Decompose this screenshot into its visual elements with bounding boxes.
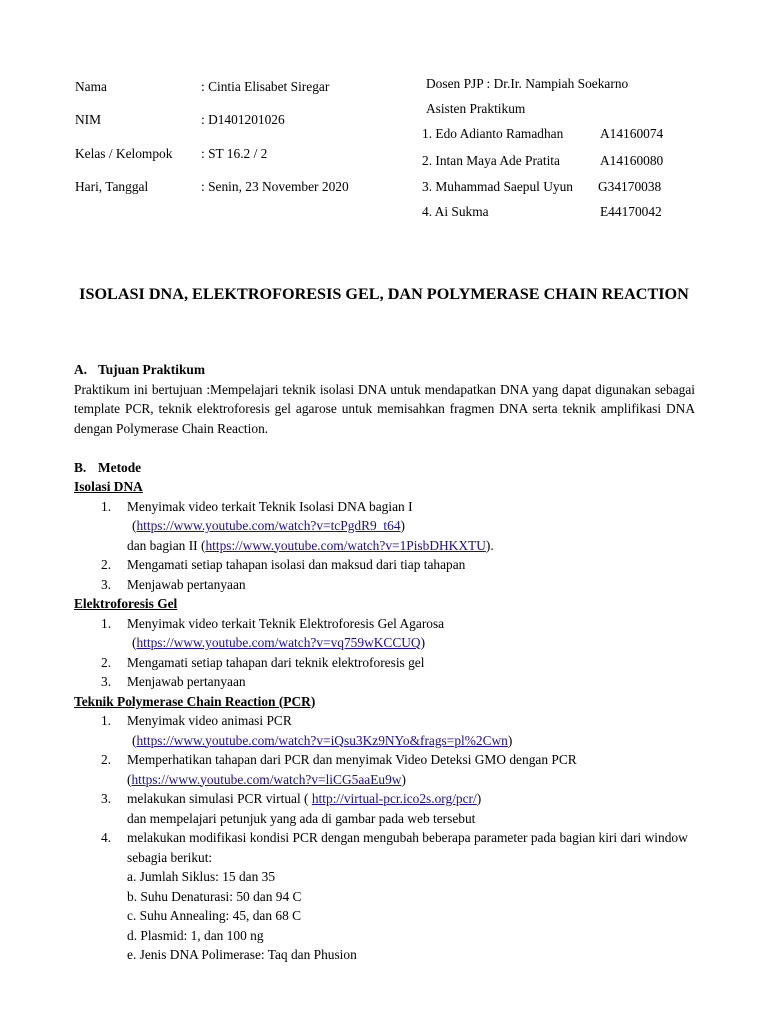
subsection-isolasi-title: Isolasi DNA	[74, 479, 143, 494]
label-hari: Hari, Tanggal	[75, 179, 149, 194]
pcr-param: c. Suhu Annealing: 45, dan 68 C	[127, 908, 302, 923]
spacer	[74, 438, 695, 458]
list-number: 4.	[101, 830, 112, 845]
list-item	[74, 653, 695, 673]
list-number: 1.	[101, 713, 112, 728]
step-text: Memperhatikan tahapan dari PCR dan menyimak Video Deteksi GMO dengan PCR	[127, 752, 577, 767]
list-item	[74, 750, 695, 789]
pcr-steps	[74, 711, 695, 965]
document-body	[74, 360, 695, 965]
step-text: Menyimak video animasi PCR	[127, 713, 292, 728]
list-item	[74, 614, 695, 653]
list-number: 1.	[101, 615, 112, 631]
list-number: 3.	[101, 576, 112, 592]
assistant-name: 1. Edo Adianto Ramadhan	[422, 126, 564, 141]
label-nim: NIM	[75, 112, 102, 127]
pcr-param: d. Plasmid: 1, dan 100 ng	[127, 927, 264, 943]
list-item	[74, 555, 695, 575]
list-item	[74, 789, 695, 828]
step-text: Menjawab pertanyaan	[127, 576, 246, 592]
section-a-heading	[74, 360, 695, 380]
step-text: ).	[485, 537, 494, 553]
list-item	[74, 828, 695, 965]
list-item	[74, 711, 695, 750]
assistant-name: 2. Intan Maya Ade Pratita	[422, 153, 560, 168]
list-number: 2.	[101, 654, 112, 670]
subsection-pcr-title: Teknik Polymerase Chain Reaction (PCR)	[74, 693, 316, 709]
assistant-code: G34170038	[598, 179, 662, 194]
step-text: melakukan modifikasi kondisi PCR dengan mengubah beberapa parameter pada bagian kiri dari window sebagia berikut:	[127, 830, 688, 865]
assistant-code: E44170042	[600, 204, 662, 219]
section-b-title: Metode	[98, 459, 142, 475]
dosen-pjp: Dosen PJP : Dr.Ir. Nampiah Soekarno	[426, 76, 629, 91]
step-text: Menyimak video terkait Teknik Elektroforesis Gel Agarosa	[127, 615, 445, 631]
list-number: 2.	[101, 557, 112, 572]
step-link-line: (https://www.youtube.com/watch?v=vq759wKCCUQ)	[132, 635, 426, 650]
section-a-title: Tujuan Praktikum	[98, 362, 206, 377]
value-hari: : Senin, 23 November 2020	[201, 179, 349, 194]
assistant-code: A14160074	[600, 126, 664, 141]
youtube-link-isolasi-1[interactable]: https://www.youtube.com/watch?v=tcPgdR9_t64	[136, 518, 401, 533]
step-link-line: (https://www.youtube.com/watch?v=liCG5aaEu9w)	[127, 771, 406, 787]
step-text: Mengamati setiap tahapan dari teknik elektroforesis gel	[127, 654, 425, 670]
isolasi-steps	[74, 497, 695, 595]
asisten-heading: Asisten Praktikum	[426, 101, 526, 116]
pcr-param: a. Jumlah Siklus: 15 dan 35	[127, 869, 276, 884]
value-nim: : D1401201026	[201, 112, 285, 127]
elektroforesis-steps	[74, 614, 695, 692]
virtual-pcr-link[interactable]: http://virtual-pcr.ico2s.org/pcr/	[311, 791, 477, 806]
subsection-elektroforesis-title: Elektroforesis Gel	[74, 596, 178, 611]
list-number: 2.	[101, 752, 112, 767]
step-link-line: (https://www.youtube.com/watch?v=iQsu3Kz9NYo&frags=pl%2Cwn)	[132, 732, 513, 748]
youtube-link-pcr-animation[interactable]: https://www.youtube.com/watch?v=iQsu3Kz9NYo&frags=pl%2Cwn	[136, 732, 508, 748]
step-text: dan bagian II (	[127, 537, 206, 553]
step-text: Menjawab pertanyaan	[127, 674, 246, 689]
section-a-paragraph: Praktikum ini bertujuan :Mempelajari teknik isolasi DNA untuk mendapatkan DNA yang dapat digunakan sebagai template PCR, teknik elektroforesis gel agarose untuk memisahkan fragmen DNA serta teknik amplifikasi DNA dengan Polymerase Chain Reaction.	[74, 381, 695, 436]
section-a-number: A.	[74, 362, 88, 377]
list-number: 1.	[101, 498, 112, 514]
label-kelas: Kelas / Kelompok	[75, 146, 173, 161]
assistant-code: A14160080	[600, 153, 664, 168]
section-b-heading	[74, 458, 695, 478]
pcr-param: e. Jenis DNA Polimerase: Taq dan Phusion	[127, 947, 357, 962]
step-link-line: melakukan simulasi PCR virtual ( http://virtual-pcr.ico2s.org/pcr/)	[127, 791, 482, 806]
pcr-param: b. Suhu Denaturasi: 50 dan 94 C	[127, 888, 302, 904]
youtube-link-elektroforesis[interactable]: https://www.youtube.com/watch?v=vq759wKCCUQ	[136, 635, 421, 650]
list-item	[74, 575, 695, 595]
list-number: 3.	[101, 791, 112, 806]
step-text: Mengamati setiap tahapan isolasi dan maksud dari tiap tahapan	[127, 557, 466, 572]
step-text: Menyimak video terkait Teknik Isolasi DNA bagian I	[127, 498, 413, 514]
list-number: 3.	[101, 674, 112, 689]
list-item	[74, 497, 695, 556]
assistant-name: 4. Ai Sukma	[422, 204, 489, 219]
list-item	[74, 672, 695, 692]
youtube-link-isolasi-2[interactable]: https://www.youtube.com/watch?v=1PisbDHKXTU	[205, 537, 486, 553]
label-nama: Nama	[75, 79, 107, 94]
assistant-name: 3. Muhammad Saepul Uyun	[422, 179, 573, 194]
value-nama: : Cintia Elisabet Siregar	[201, 79, 330, 94]
step-link-line: (https://www.youtube.com/watch?v=tcPgdR9_t64)	[132, 518, 405, 533]
step-text: melakukan simulasi PCR virtual (	[127, 791, 309, 806]
youtube-link-pcr-gmo[interactable]: https://www.youtube.com/watch?v=liCG5aaEu9w	[131, 771, 402, 787]
section-b-number: B.	[74, 459, 87, 475]
step-link-line	[127, 536, 695, 556]
value-kelas: : ST 16.2 / 2	[201, 146, 268, 161]
step-text: dan mempelajari petunjuk yang ada di gambar pada web tersebut	[127, 810, 476, 826]
document-title: ISOLASI DNA, ELEKTROFORESIS GEL, DAN POLYMERASE CHAIN REACTION	[79, 285, 689, 303]
